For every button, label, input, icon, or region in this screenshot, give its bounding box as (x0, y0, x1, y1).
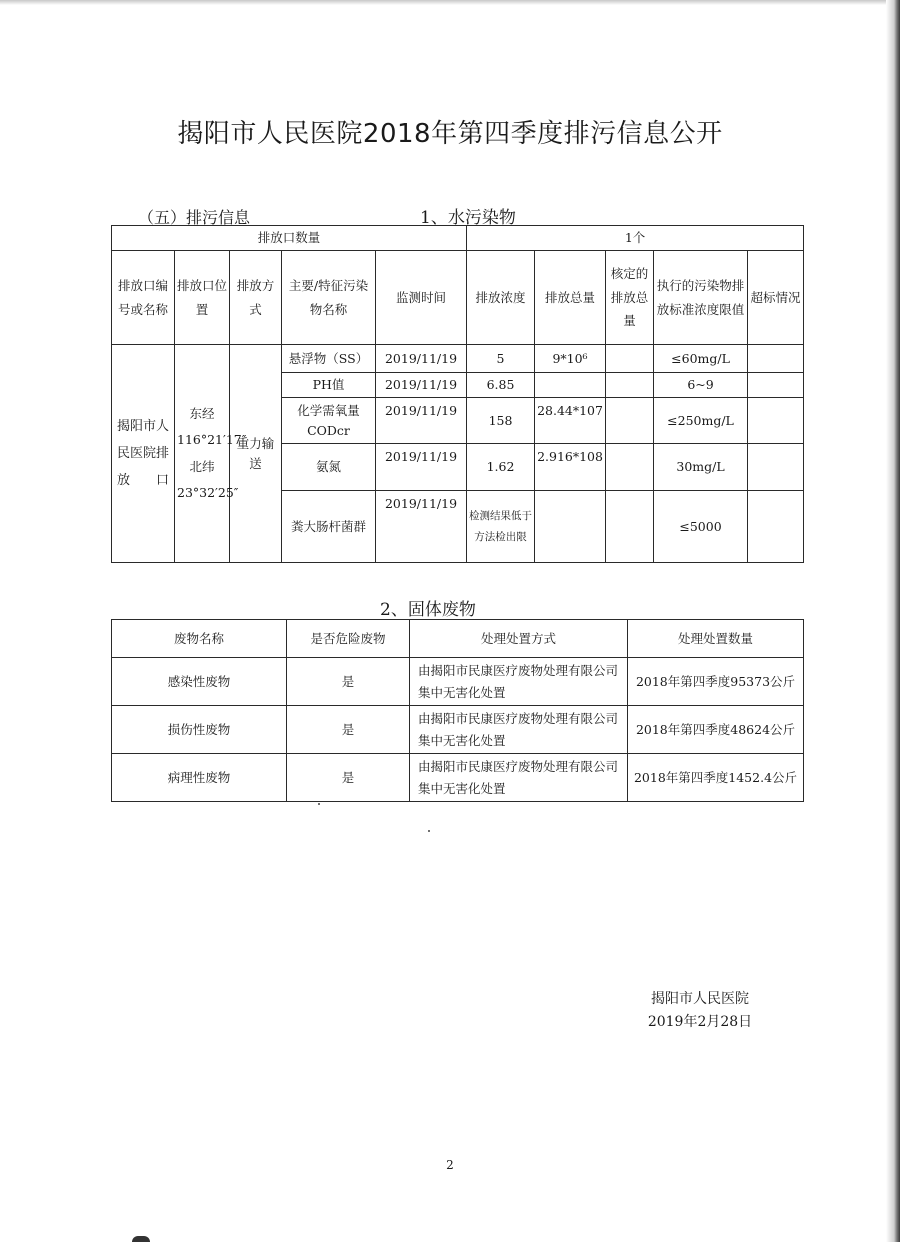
discharge-method: 重力输送 (230, 345, 282, 563)
total-discharge (535, 373, 606, 398)
exceed-status (748, 373, 804, 398)
page-number: 2 (446, 1158, 454, 1172)
header-outlet: 排放口编号或名称 (112, 251, 175, 345)
outlet-position: 东经116°21′17″北纬23°32′25″ (175, 345, 230, 563)
waste-name: 损伤性废物 (112, 706, 287, 754)
monitor-time: 2019/11/19 (376, 444, 467, 491)
pollutant-name: 粪大肠杆菌群 (282, 491, 376, 563)
header-disposal-quantity: 处理处置数量 (628, 620, 804, 658)
total-discharge: 28.44*107 (535, 398, 606, 444)
monitor-time: 2019/11/19 (376, 373, 467, 398)
header-exceed: 超标情况 (748, 251, 804, 345)
header-concentration: 排放浓度 (467, 251, 535, 345)
disposal-quantity: 2018年第四季度95373公斤 (628, 658, 804, 706)
disposal-quantity: 2018年第四季度1452.4公斤 (628, 754, 804, 802)
total-discharge: 9*10⁶ (535, 345, 606, 373)
table-row (112, 754, 804, 802)
waste-name: 病理性废物 (112, 754, 287, 802)
limit-value: ≤60mg/L (654, 345, 748, 373)
table-row (112, 706, 804, 754)
pollutant-name: 悬浮物（SS） (282, 345, 376, 373)
document-title: 揭阳市人民医院2018年第四季度排污信息公开 (177, 119, 723, 149)
outlet-name: 揭阳市人民医院排放口 (117, 418, 170, 489)
monitor-time: 2019/11/19 (376, 398, 467, 444)
disposal-method: 由揭阳市民康医疗废物处理有限公司集中无害化处置 (410, 706, 628, 754)
header-limit: 执行的污染物排放标准浓度限值 (654, 251, 748, 345)
table-row (112, 658, 804, 706)
signature-org: 揭阳市人民医院 (651, 991, 749, 1007)
hazardous-flag: 是 (287, 754, 410, 802)
scan-speck (428, 830, 430, 832)
signature-date: 2019年2月28日 (647, 1014, 753, 1030)
scan-corner-mark (132, 1236, 150, 1242)
approved-total (606, 345, 654, 373)
exceed-status (748, 491, 804, 563)
water-pollutant-table (111, 225, 804, 563)
exceed-status (748, 398, 804, 444)
scan-speck (318, 803, 320, 805)
approved-total (606, 373, 654, 398)
monitor-time: 2019/11/19 (376, 345, 467, 373)
header-method: 排放方式 (230, 251, 282, 345)
water-pollutant-heading: 1、水污染物 (420, 208, 516, 228)
header-position: 排放口位置 (175, 251, 230, 345)
header-hazardous: 是否危险废物 (287, 620, 410, 658)
total-discharge (535, 491, 606, 563)
hazardous-flag: 是 (287, 658, 410, 706)
concentration: 检测结果低于方法检出限 (467, 491, 535, 563)
concentration: 1.62 (467, 444, 535, 491)
approved-total (606, 491, 654, 563)
pollutant-name: PH值 (282, 373, 376, 398)
concentration: 5 (467, 345, 535, 373)
concentration: 6.85 (467, 373, 535, 398)
pollutant-name: 氨氮 (282, 444, 376, 491)
exceed-status (748, 444, 804, 491)
disposal-quantity: 2018年第四季度48624公斤 (628, 706, 804, 754)
limit-value: ≤5000 (654, 491, 748, 563)
scan-right-edge (886, 0, 900, 1242)
disposal-method: 由揭阳市民康医疗废物处理有限公司集中无害化处置 (410, 658, 628, 706)
monitor-time: 2019/11/19 (376, 491, 467, 563)
limit-value: ≤250mg/L (654, 398, 748, 444)
approved-total (606, 398, 654, 444)
solid-waste-heading: 2、固体废物 (380, 600, 476, 620)
approved-total (606, 444, 654, 491)
pollutant-name: 化学需氧量CODcr (282, 398, 376, 444)
waste-name: 感染性废物 (112, 658, 287, 706)
scan-top-edge (0, 0, 900, 5)
disposal-method: 由揭阳市民康医疗废物处理有限公司集中无害化处置 (410, 754, 628, 802)
header-disposal-method: 处理处置方式 (410, 620, 628, 658)
header-waste-name: 废物名称 (112, 620, 287, 658)
header-approved: 核定的排放总量 (606, 251, 654, 345)
header-pollutant: 主要/特征污染物名称 (282, 251, 376, 345)
concentration: 158 (467, 398, 535, 444)
limit-value: 6~9 (654, 373, 748, 398)
header-total: 排放总量 (535, 251, 606, 345)
outlet-count-label: 排放口数量 (112, 226, 467, 251)
outlet-count-value: 1个 (467, 226, 804, 251)
hazardous-flag: 是 (287, 706, 410, 754)
header-time: 监测时间 (376, 251, 467, 345)
section-label: （五）排污信息 (138, 208, 251, 227)
exceed-status (748, 345, 804, 373)
limit-value: 30mg/L (654, 444, 748, 491)
solid-waste-table (111, 619, 804, 802)
outlet-name-cell (112, 345, 175, 563)
total-discharge: 2.916*108 (535, 444, 606, 491)
